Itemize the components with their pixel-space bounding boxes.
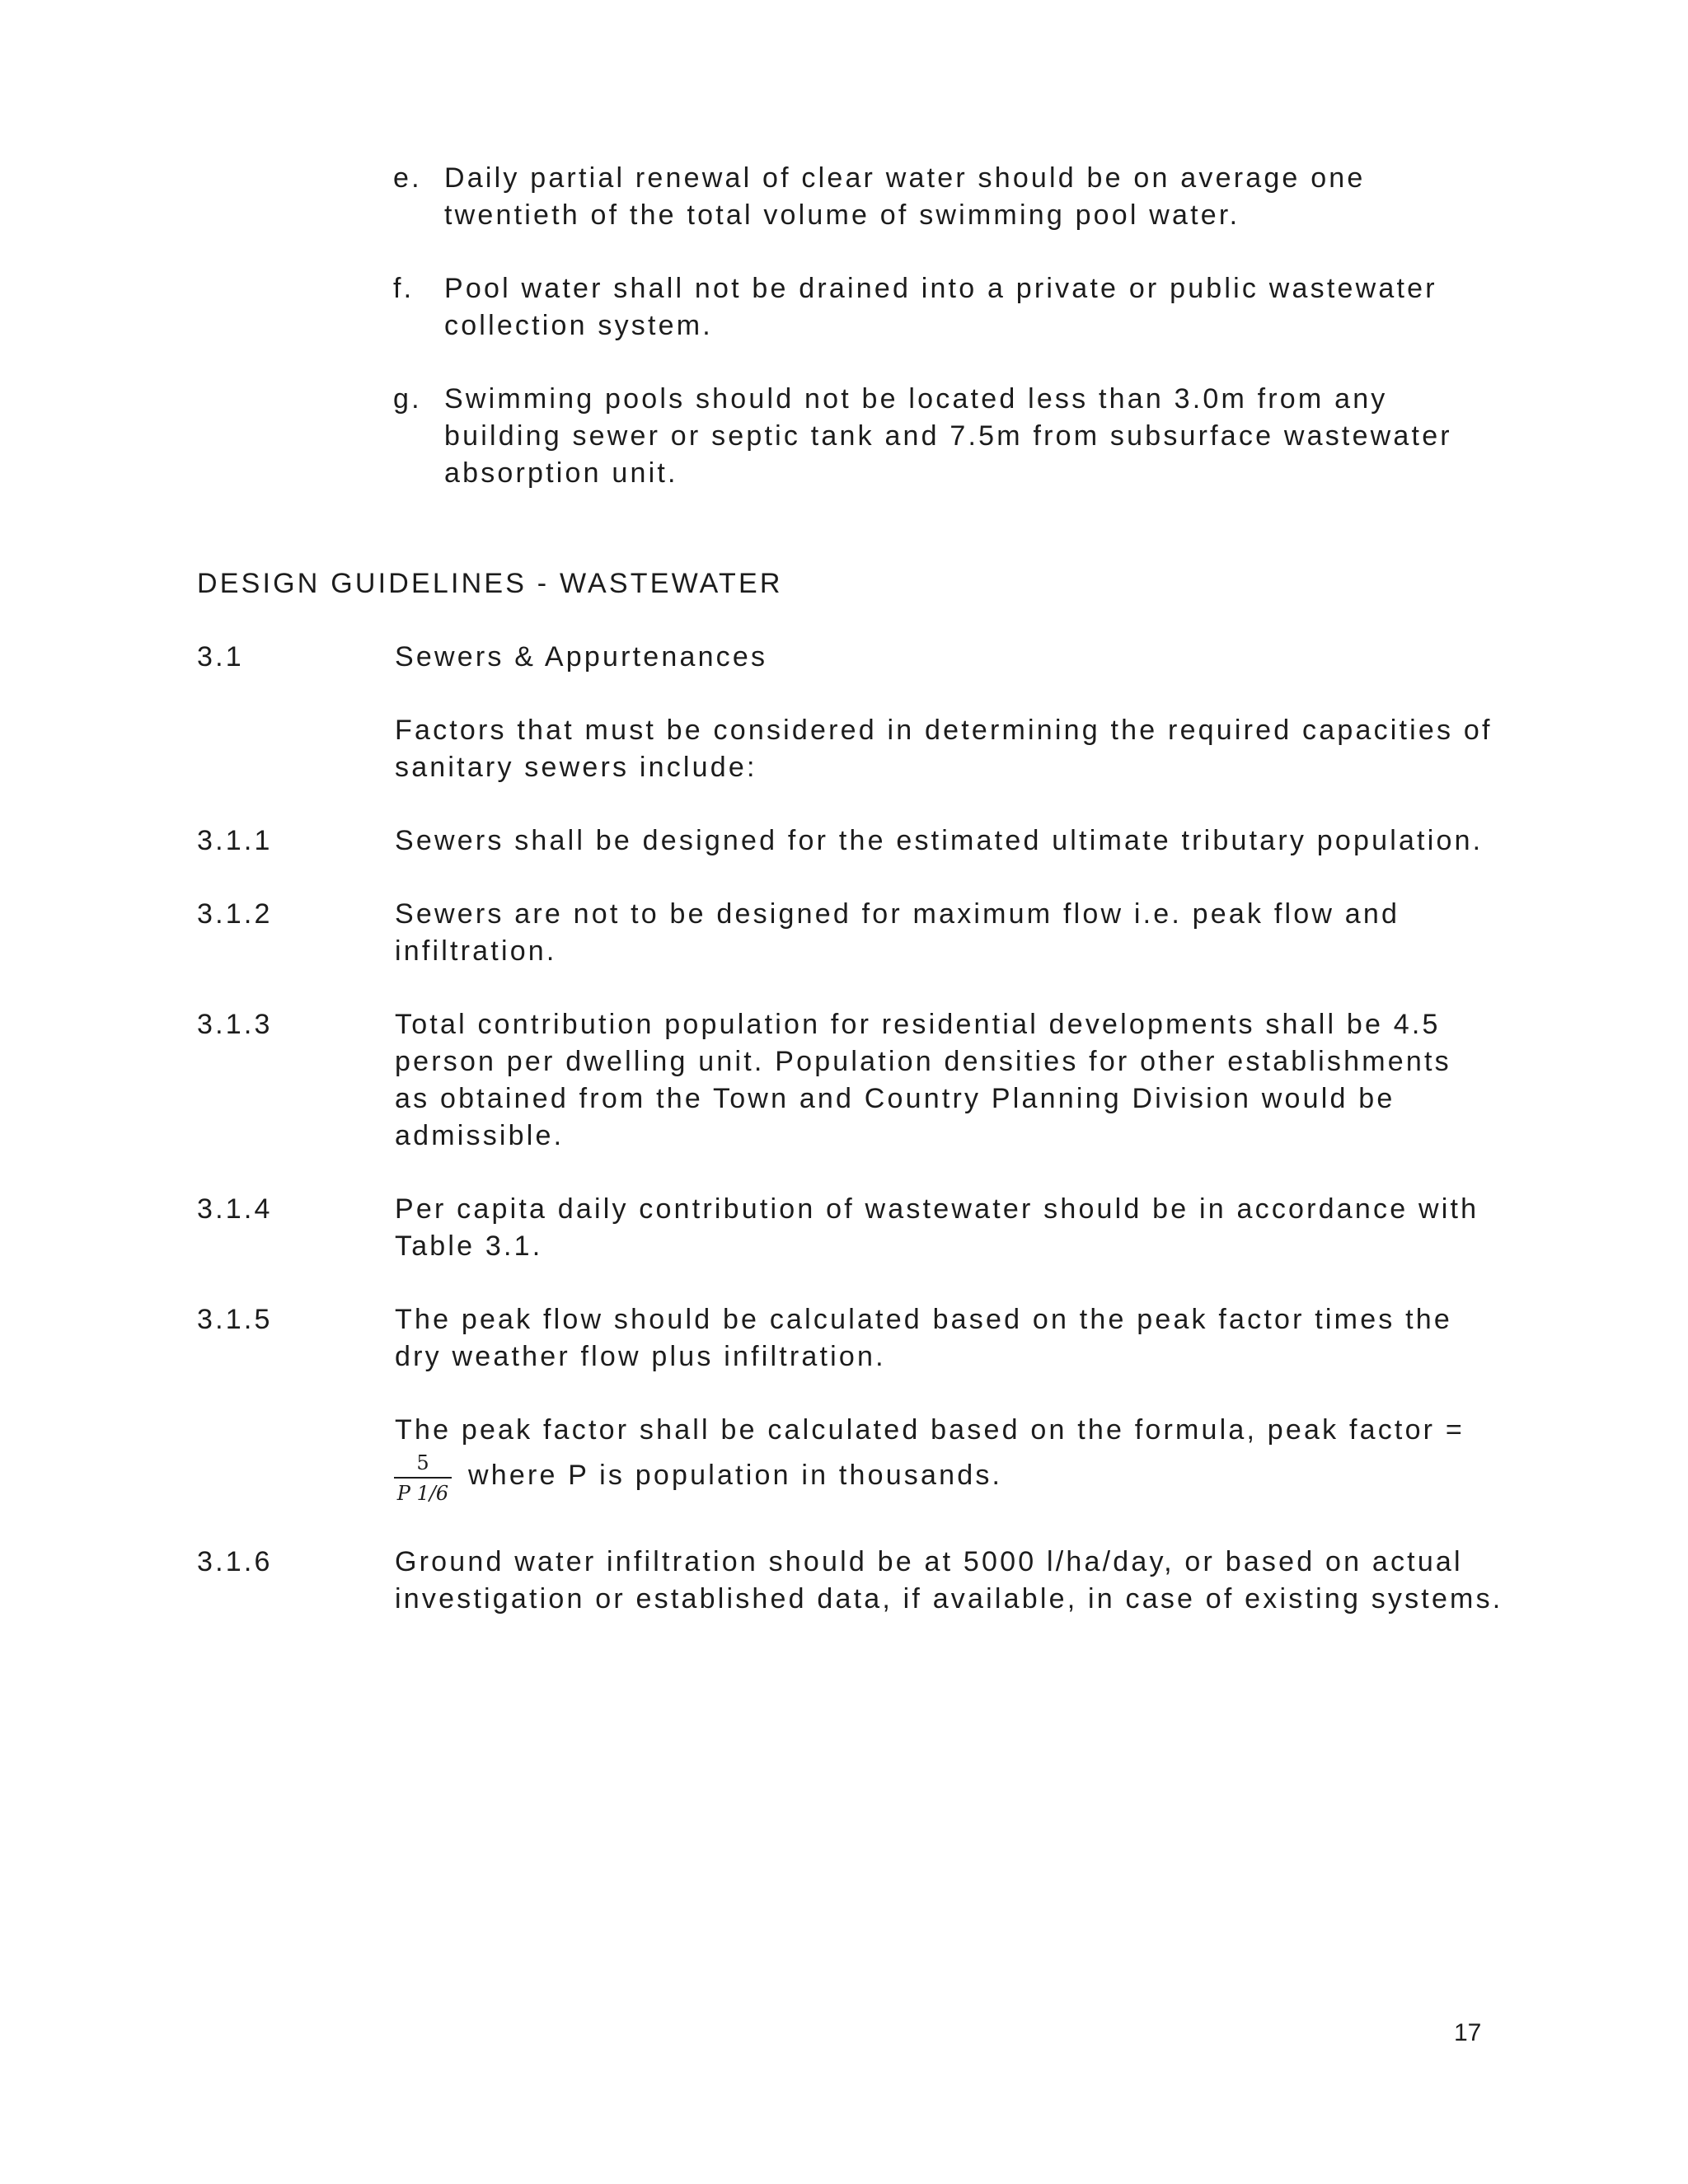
clause-number: 3.1.3: [197, 1009, 273, 1040]
clause-number: 3.1.1: [197, 825, 273, 856]
fraction-denominator: P 1/6: [396, 1482, 449, 1505]
page-number: 17: [1454, 2019, 1482, 2046]
clause-text-line: The peak flow should be calculated based on the peak factor times the: [395, 1304, 1453, 1335]
list-item-e-line-1: Daily partial renewal of clear water should be on average one: [444, 162, 1366, 194]
clause-text-line: Total contribution population for residential developments shall be 4.5: [395, 1009, 1441, 1040]
intro-line-1: Factors that must be considered in determining the required capacities of: [395, 715, 1493, 746]
clause-text-line: investigation or established data, if available, in case of existing systems.: [395, 1583, 1503, 1615]
peak-factor-fraction: [392, 1451, 453, 1505]
section-title: Sewers & Appurtenances: [395, 641, 768, 673]
clause-text-line: dry weather flow plus infiltration.: [395, 1341, 886, 1372]
list-item-e-line-2: twentieth of the total volume of swimming pool water.: [444, 199, 1240, 231]
list-item-g-line-2: building sewer or septic tank and 7.5m from subsurface wastewater: [444, 420, 1452, 452]
list-item-g-label: g.: [393, 383, 422, 415]
clause-text-line: Ground water infiltration should be at 5000 l/ha/day, or based on actual: [395, 1546, 1463, 1577]
clause-text-line: Sewers are not to be designed for maximum flow i.e. peak flow and: [395, 898, 1400, 930]
clause-number: 3.1.2: [197, 898, 273, 930]
clause-text-line: person per dwelling unit. Population densities for other establishments: [395, 1046, 1451, 1077]
section-heading: DESIGN GUIDELINES - WASTEWATER: [197, 568, 783, 599]
clause-text-line: admissible.: [395, 1120, 565, 1151]
clause-text-line: Sewers shall be designed for the estimated ultimate tributary population.: [395, 825, 1484, 856]
list-item-g-line-3: absorption unit.: [444, 457, 678, 489]
clause-number: 3.1.5: [197, 1304, 273, 1335]
peak-factor-explanation: where P is population in thousands.: [468, 1460, 1003, 1491]
list-item-g-line-1: Swimming pools should not be located less than 3.0m from any: [444, 383, 1388, 415]
intro-line-2: sanitary sewers include:: [395, 752, 757, 783]
clause-number: 3.1.6: [197, 1546, 273, 1577]
clause-text-line: as obtained from the Town and Country Planning Division would be: [395, 1083, 1395, 1114]
peak-factor-line: The peak factor shall be calculated based on the formula, peak factor =: [395, 1414, 1465, 1446]
clause-number: 3.1.4: [197, 1193, 273, 1225]
list-item-f-line-2: collection system.: [444, 310, 713, 341]
section-number: 3.1: [197, 641, 244, 673]
clause-text-line: infiltration.: [395, 935, 557, 967]
clause-text-line: Per capita daily contribution of wastewater should be in accordance with: [395, 1193, 1479, 1225]
list-item-f-label: f.: [393, 273, 415, 304]
list-item-f-line-1: Pool water shall not be drained into a private or public wastewater: [444, 273, 1437, 304]
fraction-numerator: 5: [416, 1451, 429, 1474]
clause-text-line: Table 3.1.: [395, 1230, 543, 1262]
fraction-bar: [394, 1477, 452, 1479]
list-item-e-label: e.: [393, 162, 422, 194]
